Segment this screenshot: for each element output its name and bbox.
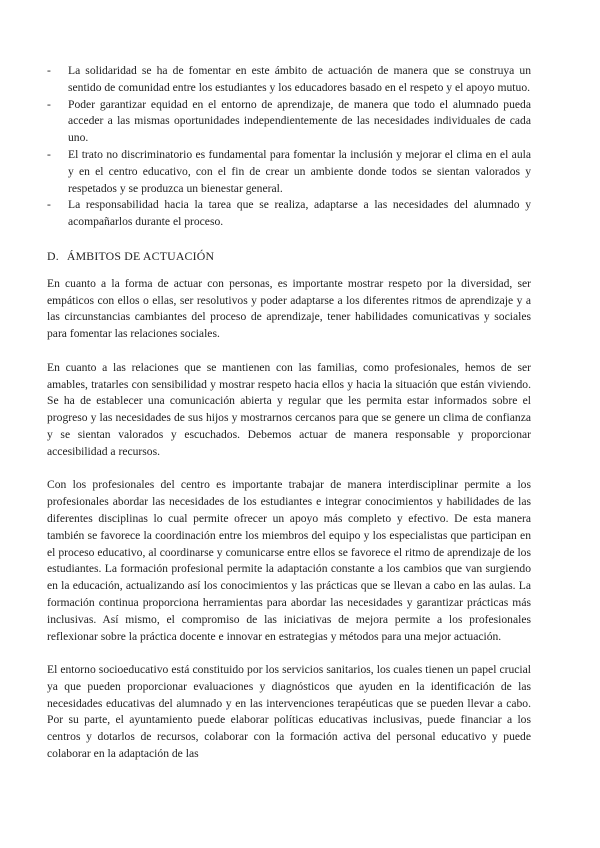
bullet-marker: - (47, 147, 51, 161)
paragraph-relaciones-familias: En cuanto a las relaciones que se mantienen con las familias, como profesionales, hemos de ser amables, tratarles con sensibilidad y mostrar respeto hacia ellos y hacia la situación que están viviendo. Se ha de establecer una comunicación abierta y regular que les permita estar informados sobre el progreso y las necesidades de sus hijos y mostrarnos cercanos para que se genere un clima de confianza y se sientan valorados y escuchados. Debemos actuar de manera responsable y proporcionar accesibilidad a recursos. (47, 360, 531, 458)
bullet-item (47, 63, 531, 97)
bullet-text: Poder garantizar equidad en el entorno de aprendizaje, de manera que todo el alumnado pueda acceder a las mismas oportunidades independientemente de las necesidades individuales de cada uno. (68, 97, 531, 145)
bullet-list (47, 63, 531, 231)
bullet-item (47, 97, 531, 147)
bullet-marker: - (47, 97, 51, 111)
section-heading-title: ÁMBITOS DE ACTUACIÓN (66, 248, 215, 263)
bullet-marker: - (47, 198, 51, 212)
bullet-text: El trato no discriminatorio es fundamental para fomentar la inclusión y mejorar el clima en el aula y en el centro educativo, con el fin de crear un ambiente donde todos se sientan valorados y respetados y se produzca un bienestar general. (68, 147, 531, 195)
paragraph-entorno-socioeducativo: El entorno socioeducativo está constituido por los servicios sanitarios, los cuales tienen un papel crucial ya que pueden proporcionar evaluaciones y diagnósticos que ayuden en la identificación de las necesidades educativas del alumnado y en las intervenciones terapéuticas que se pueden llevar a cabo. Por su parte, el ayuntamiento puede elaborar políticas educativas inclusivas, puede financiar a los centros y dotarlos de recursos, colaborar con la formación activa del personal educativo y puede colaborar en la adaptación de las (47, 663, 531, 761)
bullet-item (47, 197, 531, 231)
bullet-marker: - (47, 64, 51, 77)
paragraph-profesionales-centro: Con los profesionales del centro es importante trabajar de manera interdisciplinar permite a los profesionales abordar las necesidades de los estudiantes e integrar conocimientos y habilidades de las diferentes disciplinas lo cual permite ofrecer un apoyo más completo y efectivo. De esta manera también se favorece la coordinación entre los miembros del equipo y los especialistas que participan en el proceso educativo, al coordinarse y comunicarse entre ellos se favorece el ritmo de aprendizaje de los estudiantes. La formación profesional permite la adaptación constante a los cambios que van surgiendo en la educación, actualizando así los conocimientos y las prácticas que se llevan a cabo en las aulas. La formación continua proporciona herramientas para abordar las necesidades y garantizar prácticas más inclusivas. Así mismo, el compromiso de las iniciativas de mejora permite a los profesionales reflexionar sobre la práctica docente e innovar en estrategias y métodos para una mejor actuación. (47, 478, 531, 643)
bullet-item (47, 147, 531, 197)
bullet-text: La responsabilidad hacia la tarea que se realiza, adaptarse a las necesidades del alumnado y acompañarlos durante el proceso. (68, 198, 531, 229)
bullet-text: La solidaridad se ha de fomentar en este ámbito de actuación de manera que se construya un sentido de comunidad entre los estudiantes y los educadores basado en el respeto y el apoyo mutuo. (68, 64, 531, 94)
paragraph-actuar-con-personas: En cuanto a la forma de actuar con personas, es importante mostrar respeto por la diversidad, ser empáticos con ellos o ellas, ser resolutivos y poder adaptarse a los diferentes ritmos de aprendizaje y a las circunstancias cambiantes del proceso de aprendizaje, tener habilidades comunicativas y sociales para fomentar las relaciones sociales. (47, 276, 531, 341)
document-content (47, 63, 531, 763)
section-heading-number: D. (47, 248, 59, 263)
section-heading (47, 248, 531, 265)
